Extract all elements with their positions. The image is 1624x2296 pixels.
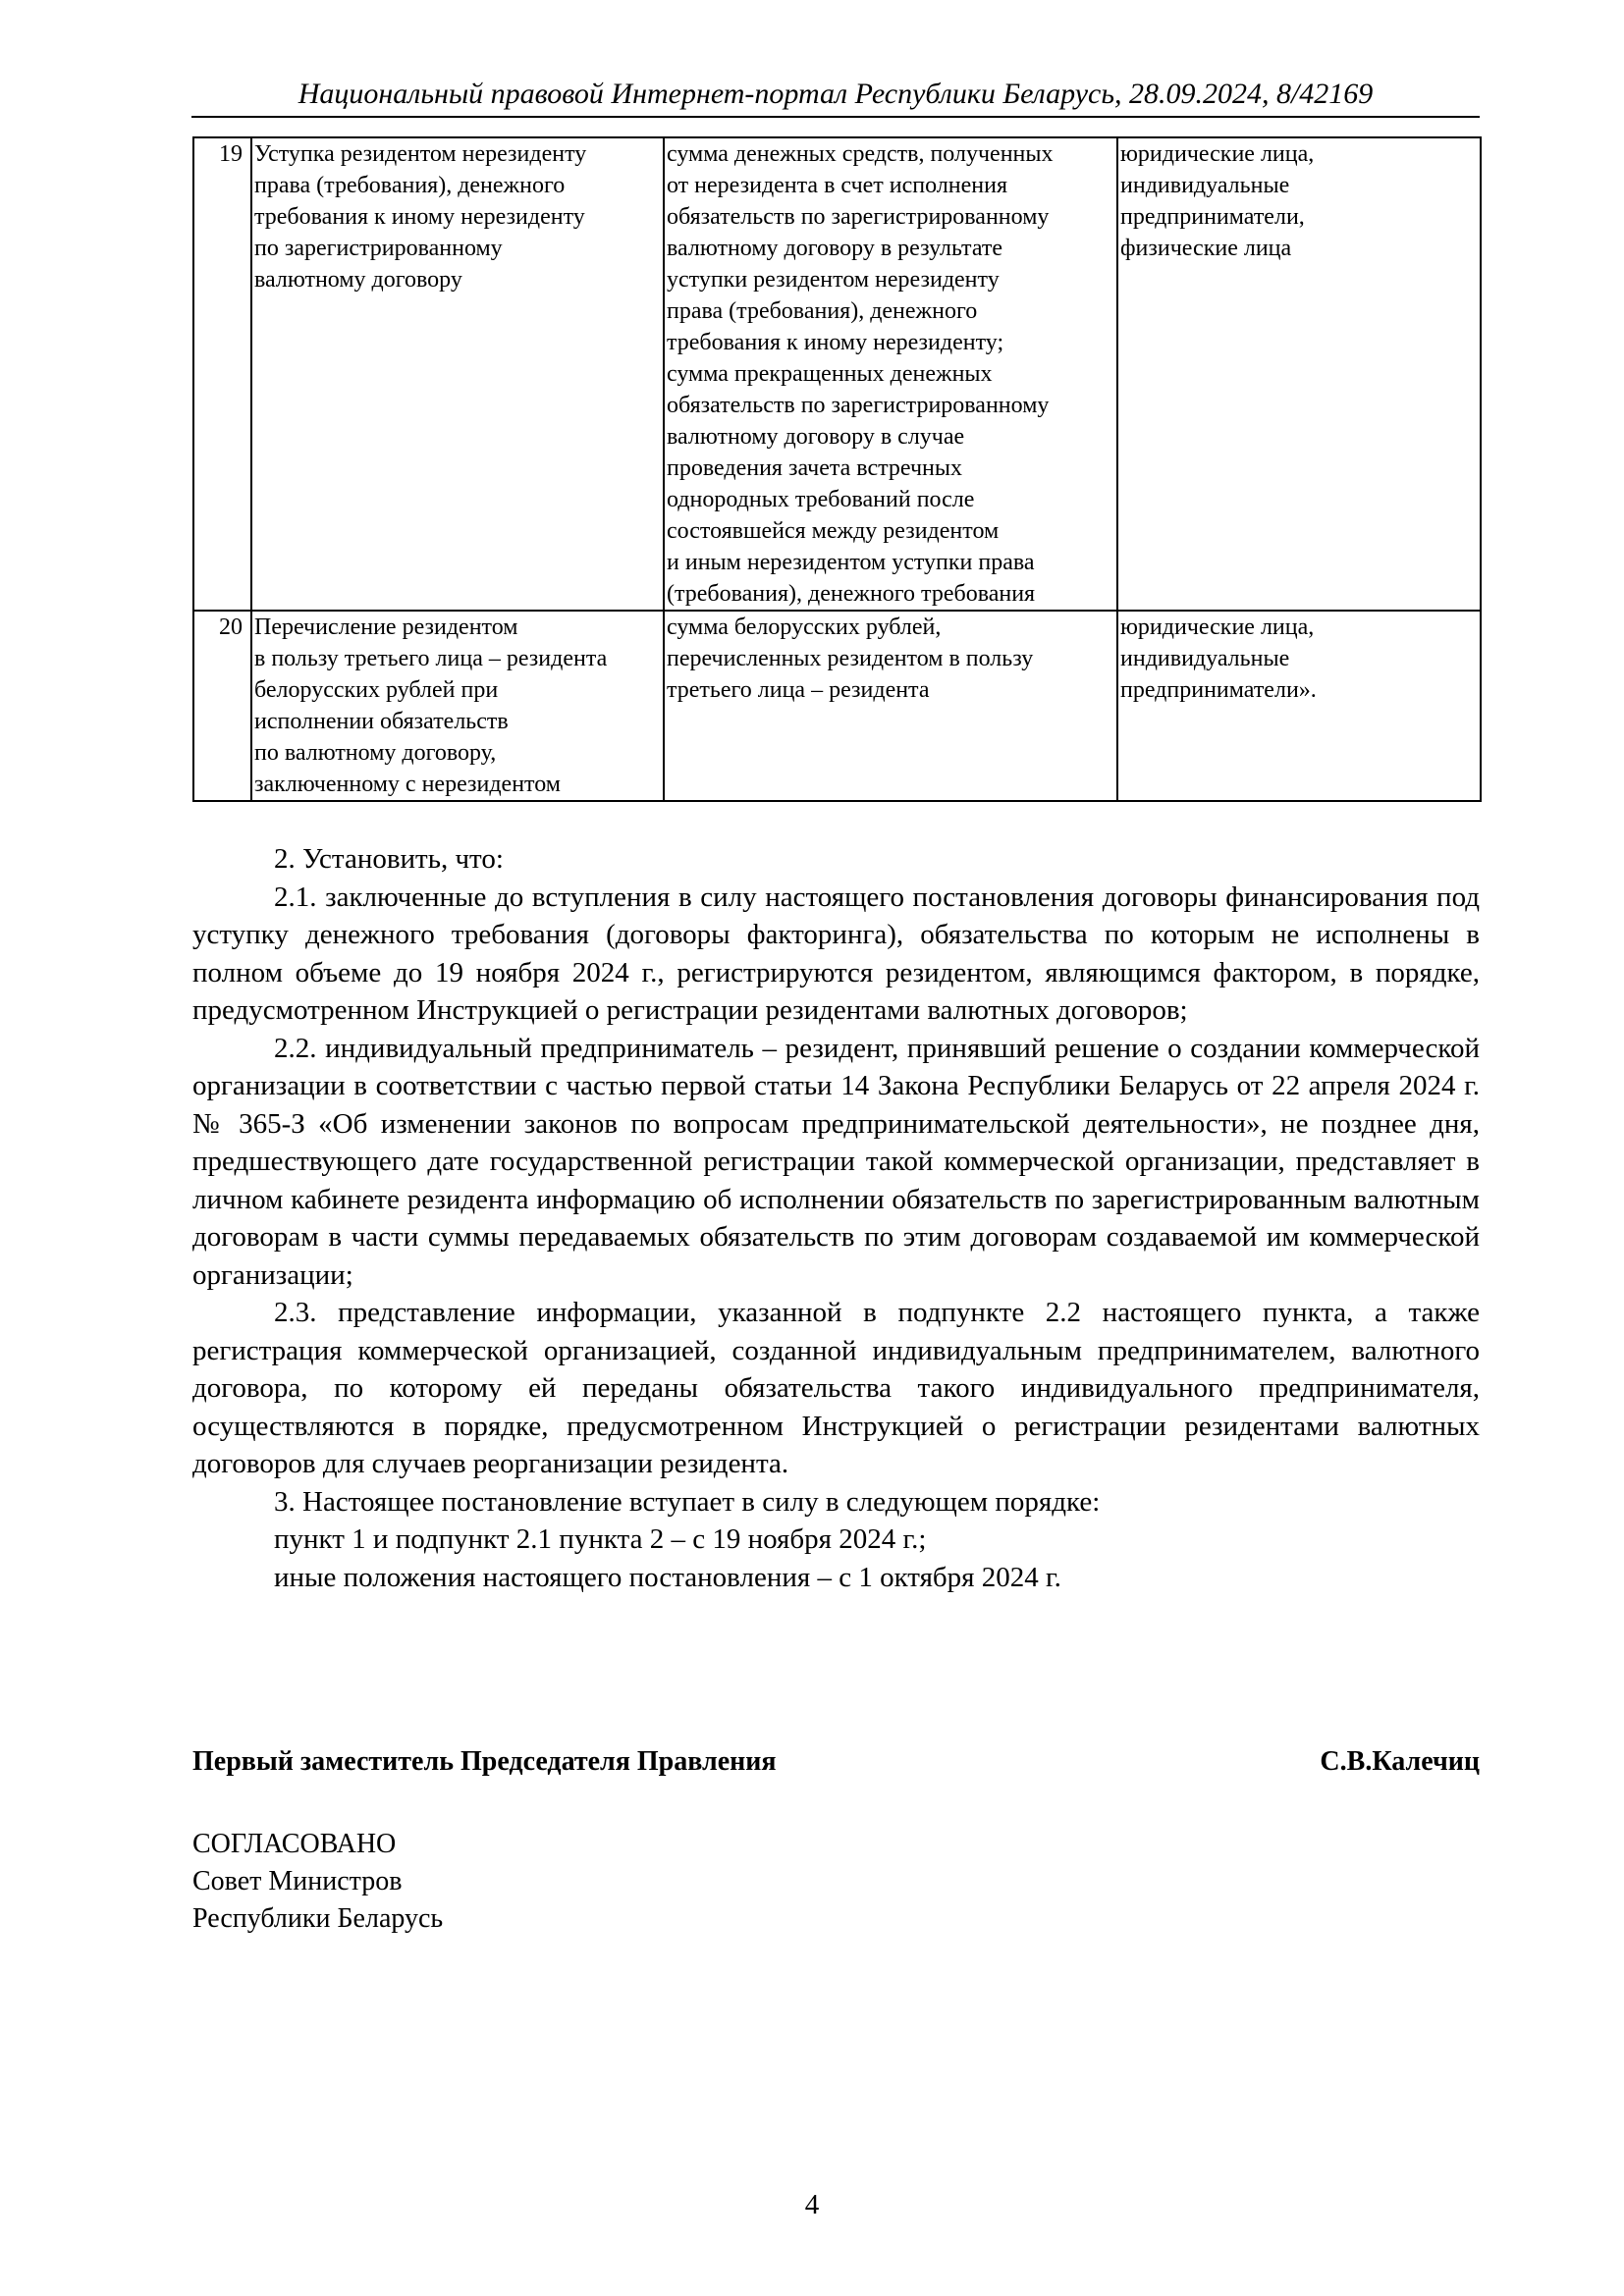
approval-line: Совет Министров — [192, 1866, 403, 1896]
clause-2: 2. Установить, что: — [274, 843, 504, 875]
document-header: Национальный правовой Интернет-портал Республики Беларусь, 28.09.2024, 8/42169 — [191, 77, 1480, 118]
operations-table — [192, 136, 1482, 802]
operation-cell: Уступка резидентом нерезиденту права (требования), денежного требования к иному нерезиденту по зарегистрированному валютному договору — [251, 137, 664, 611]
operation-cell: Перечисление резидентом в пользу третьего лица – резидента белорусских рублей при исполнении обязательств по валютному договору, заключенному с нерезидентом — [251, 611, 664, 801]
signatory-name: С.В.Калечиц — [1320, 1746, 1480, 1777]
approval-title: СОГЛАСОВАНО — [192, 1829, 397, 1859]
amount-cell: сумма белорусских рублей, перечисленных резидентом в пользу третьего лица – резидента — [664, 611, 1117, 801]
clause-3: 3. Настоящее постановление вступает в силу в следующем порядке: — [274, 1485, 1101, 1518]
row-number: 20 — [193, 611, 251, 801]
subjects-cell: юридические лица, индивидуальные предприниматели». — [1117, 611, 1481, 801]
table-row — [193, 611, 1481, 801]
resolution-body — [192, 840, 1480, 1596]
clause-2-3: 2.3. представление информации, указанной в подпункте 2.2 настоящего пункта, а также регистрация коммерческой организацией, созданной индивидуальным предпринимателем, валютного договора, по которому ей переданы обязательства такого индивидуального предпринимателя, осуществляются в порядке, предусмотренном Инструкцией о регистрации резидентами валютных договоров для случаев реорганизации резидента. — [192, 1297, 1480, 1479]
approval-line: Республики Беларусь — [192, 1903, 444, 1934]
row-number: 19 — [193, 137, 251, 611]
page-number: 4 — [804, 2189, 820, 2220]
clause-3-item-b: иные положения настоящего постановления – с 1 октября 2024 г. — [274, 1561, 1061, 1593]
clause-3-item-a: пункт 1 и подпункт 2.1 пункта 2 – с 19 ноября 2024 г.; — [274, 1523, 927, 1555]
approval-block — [192, 1826, 443, 1938]
table-row — [193, 137, 1481, 611]
subjects-cell: юридические лица, индивидуальные предприниматели, физические лица — [1117, 137, 1481, 611]
clause-2-2: 2.2. индивидуальный предприниматель – резидент, принявший решение о создании коммерческой организации в соответствии с частью первой статьи 14 Закона Республики Беларусь от 22 апреля 2024 г. № 365-З «Об изменении законов по вопросам предпринимательской деятельности», не позднее дня, предшествующего дате государственной регистрации такой коммерческой организации, представляет в личном кабинете резидента информацию об исполнении обязательств по зарегистрированным валютным договорам в части суммы передаваемых обязательств по этим договорам создаваемой им коммерческой организации; — [192, 1032, 1480, 1291]
amount-cell: сумма денежных средств, полученных от нерезидента в счет исполнения обязательств по зарегистрированному валютному договору в результате уступки резидентом нерезиденту права (требования), денежного требования к иному нерезиденту; сумма прекращенных денежных обязательств по зарегистрированному валютному договору в случае проведения зачета встречных однородных требований после состоявшейся между резидентом и иным нерезидентом уступки права (требования), денежного требования — [664, 137, 1117, 611]
signatory-position: Первый заместитель Председателя Правления — [192, 1746, 777, 1777]
clause-2-1: 2.1. заключенные до вступления в силу настоящего постановления договоры финансирования под уступку денежного требования (договоры факторинга), обязательства по которым не исполнены в полном объеме до 19 ноября 2024 г., регистрируются резидентом, являющимся фактором, в порядке, предусмотренном Инструкцией о регистрации резидентами валютных договоров; — [192, 881, 1480, 1026]
